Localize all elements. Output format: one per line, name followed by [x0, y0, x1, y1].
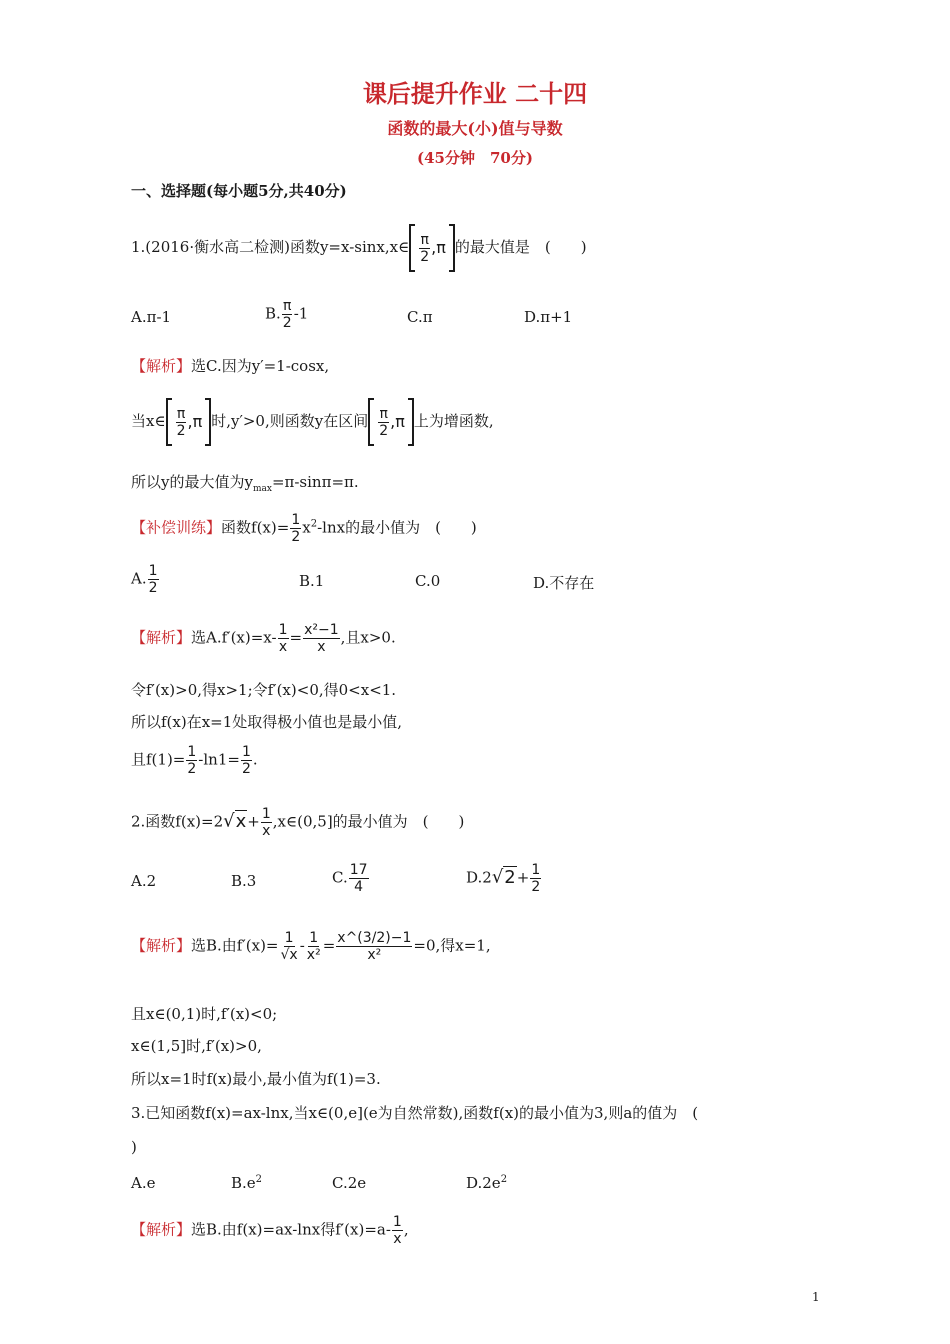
q3-option-a: A.e — [131, 1174, 156, 1192]
bc-solution-line2: 令f′(x)>0,得x>1;令f′(x)<0,得0<x<1. — [131, 681, 397, 699]
q2-solution-line3: x∈(1,5]时,f′(x)>0, — [131, 1037, 262, 1055]
bc-option-a: A. $\frac{1}{2}$ — [131, 563, 158, 596]
q3-stem-end: ) — [131, 1138, 137, 1156]
bc-solution-line1: 【解析】选A.f′(x)=x- $\frac{1}{x}$ = $\frac{\text{x²−1}}{x}$ ,且x>0. — [131, 622, 396, 655]
section-heading: 一、选择题(每小题5分,共40分) — [131, 182, 347, 200]
q1-option-c: C.π — [407, 308, 433, 326]
q1-interval: $\frac{\pi}{2}$ ,π — [409, 224, 455, 272]
q1-solution-line1: 【解析】选C.因为y′=1-cosx, — [131, 357, 330, 375]
bc-option-b: B.1 — [299, 572, 325, 590]
bc-solution-line4: 且f(1)= $\frac{1}{2}$ -ln1= $\frac{1}{2}$ . — [131, 744, 258, 777]
q1-solution-line3: 所以y的最大值为$y_{max}=\pi-\sin\pi=\pi$. — [131, 473, 359, 494]
q1-solution-line2: 当x∈ $\frac{\pi}{2}$ ,π 时,y′>0,则函数y在区间 $\frac{\pi}{2}$ ,π 上为增函数, — [131, 398, 494, 446]
q1-option-a: A.π-1 — [131, 308, 172, 326]
q1-stem-prefix: 1.(2016·衡水高二检测)函数y=x-sinx,x∈ — [131, 238, 410, 256]
q3-stem: 3.已知函数f(x)=ax-lnx,当x∈(0,e](e为自然常数),函数f(x)的最小值为3,则a的值为 ( — [131, 1104, 699, 1122]
q2-solution-line1: 【解析】选B.由f′(x)= $\frac{1}{√x}$ - $\frac{1}{\text{x²}}$ = $\frac{x\^{}(3/2)-1}{\text{x²}}$ =0,得x=1, — [131, 930, 491, 963]
q3-solution-line1: 【解析】选B.由f(x)=ax-lnx得f′(x)=a- $\frac{1}{x}$ , — [131, 1214, 409, 1247]
bc-option-c: C.0 — [415, 572, 441, 590]
q1-option-d: D.π+1 — [524, 308, 573, 326]
bc-stem: 【补偿训练】函数f(x)= $\frac{1}{2}$ $x^2$-lnx的最小值为 ( ) — [131, 512, 477, 545]
q3-option-b: $B.e^2$ — [231, 1174, 263, 1192]
q3-option-c: C.2e — [332, 1174, 367, 1192]
q2-option-c: C. $\frac{17}{4}$ — [332, 862, 368, 895]
q2-option-d: D.2√2+ $\frac{1}{2}$ — [466, 862, 541, 895]
jiexi-tag: 【解析】 — [131, 357, 192, 375]
time-score: (45分钟 70分) — [417, 149, 533, 167]
page-subtitle: 函数的最大(小)值与导数 — [387, 119, 563, 138]
page-number: 1 — [812, 1290, 820, 1304]
q1-stem — [131, 224, 587, 272]
q2-option-a: A.2 — [131, 872, 157, 890]
q2-solution-line4: 所以x=1时f(x)最小,最小值为f(1)=3. — [131, 1070, 381, 1088]
bc-solution-line3: 所以f(x)在x=1处取得极小值也是最小值, — [131, 713, 403, 731]
q3-option-d: $D.2e^2$ — [466, 1174, 508, 1192]
q2-solution-line2: 且x∈(0,1)时,f′(x)<0; — [131, 1005, 278, 1023]
bc-option-d: D.不存在 — [533, 574, 595, 592]
q2-stem: 2.函数f(x)=2√x+ $\frac{1}{x}$ ,x∈(0,5]的最小值为 ( ) — [131, 806, 465, 839]
page-title: 课后提升作业 二十四 — [362, 79, 588, 108]
q1-option-b: B. $\frac{\pi}{2}$ -1 — [265, 298, 309, 331]
q1-stem-suffix: 的最大值是 ( ) — [454, 238, 587, 256]
q2-option-b: B.3 — [231, 872, 257, 890]
